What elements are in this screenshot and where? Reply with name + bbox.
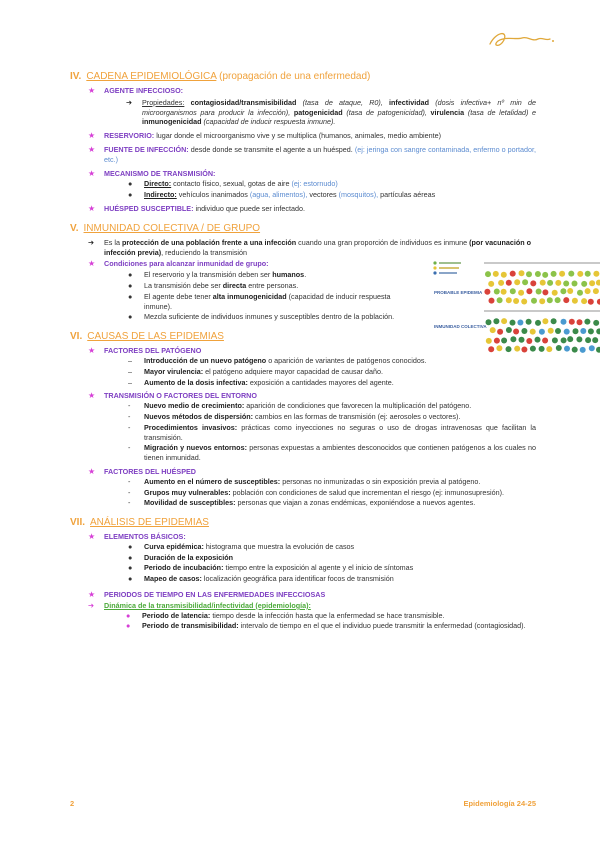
- figure-dot: [581, 281, 587, 287]
- figure-dot: [535, 336, 541, 342]
- star-icon: ★: [88, 168, 96, 178]
- figure-dot: [497, 329, 503, 335]
- figure-dot: [540, 279, 546, 285]
- figure-dot: [589, 345, 595, 351]
- figure-label-1: PROBABLE EPIDEMIA: [434, 289, 483, 295]
- figure-dot: [547, 280, 553, 286]
- figure-dot: [530, 328, 536, 334]
- figure-dot: [585, 270, 591, 276]
- list-item-elementos-basicos: ★ ELEMENTOS BÁSICOS: ● Curva epidémica: histograma que muestra la evolución de casos ● Duración de la exposición ● Periodo de incubación: tiempo entre la exposición al agente y el inicio de síntomas ● Mapeo de casos: localización geográfica para identificar focos de transmisión: [70, 532, 536, 584]
- herd-immunity-figure: [432, 260, 600, 354]
- figure-dot: [535, 320, 541, 326]
- figure-dot: [568, 270, 574, 276]
- section-title: VII. ANÁLISIS DE EPIDEMIAS: [70, 517, 209, 529]
- bullet-icon: ●: [128, 280, 133, 290]
- figure-dot: [501, 318, 507, 324]
- arrow-icon: ➔: [126, 97, 133, 107]
- list-item-mecanismo: ★ MECANISMO DE TRANSMISIÓN: ● Directo: contacto físico, sexual, gotas de aire (ej: estornudo) ● Indirecto: vehículos inanimados (agua, alimentos), vectores (mosquitos), partículas aéreas: [70, 169, 536, 200]
- figure-dot: [530, 280, 536, 286]
- list-item: - Grupos muy vulnerables: población con condiciones de salud que incrementan el riesgo (ej: inmunosupresión).: [128, 487, 504, 497]
- figure-dot: [561, 337, 567, 343]
- figure-dot: [539, 346, 545, 352]
- figure-dot: [539, 298, 545, 304]
- figure-dot: [513, 328, 519, 334]
- figure-dot: [493, 318, 499, 324]
- figure-dot: [592, 337, 598, 343]
- figure-dot: [581, 298, 587, 304]
- list-item: ● Duración de la exposición: [128, 552, 234, 562]
- list-item: ● Periodo de incubación: tiempo entre la exposición al agente y el inicio de síntomas: [128, 563, 414, 573]
- list-item-agente: ★ AGENTE INFECCIOSO: ➔ Propiedades: contagiosidad/transmisibilidad (tasa de ataque, R0), infectividad (dosis infectiva+ nº min de microorganismos para producir la infección), patogenicidad (tasa de patogenicidad), virulencia (tasa de letalidad) e inmunogenicidad (capacidad de inducir respuesta inmune).: [88, 86, 537, 127]
- list-item-factores-entorno: ★ TRANSMISIÓN O FACTORES DEL ENTORNO - Nuevo medio de crecimiento: aparición de condiciones que favorecen la multiplicación del patógeno. - Nuevos métodos de dispersión: cambios en las formas de transmisión (ej: aerosoles o vectores). - Procedimientos invasivos: prácticas como inyecciones no seguras o uso de drogas intravenosas que facilitan la transmisión. - Migración y nuevos entornos: personas expuestas a ambientes desconocidos que contienen patógenos a los cuales no tienen inmunidad.: [88, 391, 537, 463]
- list-item-huesped: ★ HUÉSPED SUSCEPTIBLE: individuo que puede ser infectado.: [88, 203, 305, 213]
- figure-dot: [573, 328, 579, 334]
- bullet-icon: ●: [128, 574, 133, 584]
- bullet-icon: ●: [128, 270, 133, 280]
- figure-dot: [572, 280, 578, 286]
- figure-dot: [560, 288, 566, 294]
- list-item-propiedades: ➔ Propiedades: contagiosidad/transmisibilidad (tasa de ataque, R0), infectividad (dosis infectiva+ nº min de microorganismos para producir la infección), patogenicidad (tasa de patogenicidad), virulencia (tasa de letalidad) e inmunogenicidad (capacidad de inducir respuesta inmune).: [126, 97, 537, 127]
- figure-dot: [588, 299, 594, 305]
- figure-dot: [546, 346, 552, 352]
- figure-dot: [555, 297, 561, 303]
- figure-dot: [510, 270, 516, 276]
- figure-dot: [494, 288, 500, 294]
- figure-dot: [526, 318, 532, 324]
- figure-dot: [486, 338, 492, 344]
- list-item: – Introducción de un nuevo patógeno o aparición de variantes de patógenos conocidos.: [128, 355, 427, 365]
- list-item: - Movilidad de susceptibles: personas que viajan a zonas endémicas, exponiéndose a nuevos agentes.: [128, 498, 476, 508]
- list-item: ● Mapeo de casos: localización geográfica para identificar focos de transmisión: [128, 574, 394, 584]
- star-icon: ★: [88, 532, 96, 542]
- bullet-icon: ●: [128, 190, 133, 200]
- figure-dot: [542, 318, 548, 324]
- figure-dot: [542, 337, 548, 343]
- figure-dot: [486, 319, 492, 325]
- star-icon: ★: [88, 131, 96, 141]
- figure-dot: [517, 319, 523, 325]
- figure-dot: [584, 318, 590, 324]
- list-item-cond-2: ● La transmisión debe ser directa entre personas.: [128, 280, 299, 290]
- figure-dot: [585, 337, 591, 343]
- figure-dot: [588, 328, 594, 334]
- figure-dot: [564, 328, 570, 334]
- figure-label-2: INMUNIDAD COLECTIVA: [434, 323, 487, 329]
- star-icon: ★: [88, 346, 96, 356]
- figure-dot: [577, 319, 583, 325]
- figure-dot: [506, 297, 512, 303]
- list-item: - Aumento en el número de susceptibles: personas no inmunizadas o sin exposición previa al patógeno.: [128, 476, 481, 486]
- figure-dot: [501, 288, 507, 294]
- figure-dot: [518, 289, 524, 295]
- list-item-factores-huesped: ★ FACTORES DEL HUÉSPED - Aumento en el número de susceptibles: personas no inmunizadas o sin exposición previa al patógeno. - Grupos muy vulnerables: población con condiciones de salud que incrementan el riesgo (ej: inmunosupresión). - Movilidad de susceptibles: personas que viajan a zonas endémicas, exponiéndose a nuevos agentes.: [70, 467, 536, 508]
- star-icon: ★: [88, 590, 96, 600]
- figure-dot: [567, 336, 573, 342]
- list-item: – Aumento de la dosis infectiva: exposición a cantidades mayores del agente.: [128, 377, 394, 387]
- figure-dot: [506, 327, 512, 333]
- figure-dot: [501, 272, 507, 278]
- figure-dot: [552, 289, 558, 295]
- figure-dot: [547, 297, 553, 303]
- list-item-condiciones: ★ Condiciones para alcanzar inmunidad de grupo: ● El reservorio y la transmisión deben ser humanos. ● La transmisión debe ser directa entre personas. ● El agente debe tener alta inmunogenicidad (capacidad de inducir respuesta inmune). ● Mezcla suficiente de individuos inmunes y susceptibles dentro de la población.: [70, 259, 404, 322]
- star-icon: ★: [88, 144, 96, 154]
- figure-dot: [576, 336, 582, 342]
- figure-dot: [542, 289, 548, 295]
- figure-dot: [567, 288, 573, 294]
- figure-dot: [593, 288, 599, 294]
- figure-dot: [556, 345, 562, 351]
- list-item: ● Periodo de transmisibilidad: intervalo de tiempo en el que el individuo puede transmitir la enfermedad (contagiosidad).: [126, 621, 526, 631]
- figure-dot: [539, 329, 545, 335]
- section-analisis-epidemias: [70, 516, 536, 631]
- figure-dot: [489, 297, 495, 303]
- list-item-cond-1: ● El reservorio y la transmisión deben ser humanos.: [128, 270, 307, 280]
- list-item: ● Curva epidémica: histograma que muestra la evolución de casos: [128, 541, 355, 551]
- list-item-directo: ● Directo: contacto físico, sexual, gotas de aire (ej: estornudo): [128, 179, 338, 189]
- figure-dot: [563, 297, 569, 303]
- figure-dot: [563, 280, 569, 286]
- figure-dot: [493, 271, 499, 277]
- figure-dot: [488, 281, 494, 287]
- bullet-icon: ●: [128, 563, 133, 573]
- figure-dot: [572, 346, 578, 352]
- figure-dot: [494, 337, 500, 343]
- list-item-reservorio: ★ RESERVORIO: lugar donde el microorganismo vive y se multiplica (humanos, animales, medio ambiente): [88, 131, 442, 141]
- figure-dot: [510, 288, 516, 294]
- figure-dot: [542, 272, 548, 278]
- star-icon: ★: [88, 259, 96, 269]
- list-item-cond-3: ● El agente debe tener alta inmunogenicidad (capacidad de inducir respuesta inmune).: [128, 291, 391, 311]
- figure-dot: [519, 270, 525, 276]
- figure-dot: [526, 338, 532, 344]
- signature-icon: [486, 26, 556, 52]
- bullet-icon: ●: [128, 312, 133, 322]
- figure-dot: [569, 319, 575, 325]
- list-item-fuente: ★ FUENTE DE INFECCIÓN: desde donde se transmite el agente a un huésped. (ej: jeringa con sangre contaminada, enfermo o portador, etc.): [88, 144, 537, 164]
- arrow-icon: ➔: [88, 237, 95, 247]
- figure-dot: [514, 279, 520, 285]
- figure-dot: [484, 289, 490, 295]
- arrow-icon: ➔: [88, 600, 95, 610]
- figure-dot: [526, 288, 532, 294]
- figure-dot: [497, 297, 503, 303]
- figure-dot: [521, 298, 527, 304]
- figure-dot: [521, 328, 527, 334]
- section-title: VI. CAUSAS DE LAS EPIDEMIAS: [70, 331, 224, 343]
- section-cadena-epidemiologica: [70, 70, 536, 214]
- figure-dot: [564, 345, 570, 351]
- figure-dot: [513, 298, 519, 304]
- star-icon: ★: [88, 391, 96, 401]
- figure-dot: [506, 280, 512, 286]
- list-item-factores-patogeno: ★ FACTORES DEL PATÓGENO – Introducción de un nuevo patógeno o aparición de variantes de patógenos conocidos. – Mayor virulencia: el patógeno adquiere mayor capacidad de causar daño. – Aumento de la dosis infectiva: exposición a cantidades mayores del agente.: [70, 346, 536, 387]
- figure-dot: [577, 289, 583, 295]
- star-icon: ★: [88, 466, 96, 476]
- figure-dot: [501, 337, 507, 343]
- star-icon: ★: [88, 203, 96, 213]
- page-number: 2: [70, 799, 75, 808]
- list-item-cond-4: ● Mezcla suficiente de individuos inmunes y susceptibles dentro de la población.: [128, 312, 395, 322]
- figure-dot: [561, 319, 567, 325]
- list-item-periodos: ★ PERIODOS DE TIEMPO EN LAS ENFERMEDADES INFECCIOSAS: [88, 590, 326, 600]
- figure-dot: [522, 279, 528, 285]
- list-item-definicion: ➔ Es la protección de una población frente a una infección cuando una gran proporción de individuos es inmune (por vacunación o infección previa), reduciendo la transmisión: [88, 237, 532, 257]
- figure-dot: [551, 318, 557, 324]
- list-item: - Nuevos métodos de dispersión: cambios en las formas de transmisión (ej: aerosoles o vectores).: [128, 411, 461, 421]
- figure-dot: [593, 270, 599, 276]
- figure-dot: [555, 280, 561, 286]
- list-item: – Mayor virulencia: el patógeno adquiere mayor capacidad de causar daño.: [128, 366, 383, 376]
- figure-dot: [555, 328, 561, 334]
- list-item: - Procedimientos invasivos: prácticas como inyecciones no seguras o uso de drogas intravenosas que facilitan la transmisión.: [128, 422, 537, 442]
- figure-dot: [526, 271, 532, 277]
- figure-dot: [593, 320, 599, 326]
- figure-dot: [510, 336, 516, 342]
- bullet-icon: ●: [128, 179, 133, 189]
- figure-dot: [490, 327, 496, 333]
- figure-dot: [535, 271, 541, 277]
- figure-dot: [580, 328, 586, 334]
- figure-dot: [498, 280, 504, 286]
- list-item: - Migración y nuevos entornos: personas expuestas a ambientes desconocidos que contienen patógenos a los cuales no tienen inmunidad.: [128, 443, 536, 463]
- section-causas-epidemias: [70, 330, 536, 508]
- figure-dot: [531, 297, 537, 303]
- section-inmunidad-colectiva: [70, 222, 536, 329]
- figure-dot: [589, 280, 595, 286]
- bullet-icon: ●: [128, 541, 133, 551]
- figure-dot: [552, 337, 558, 343]
- figure-dot: [559, 271, 565, 277]
- bullet-icon: ●: [126, 610, 131, 620]
- list-item: ● Periodo de latencia: tiempo desde la infección hasta que la enfermedad se hace transmisible.: [126, 610, 445, 620]
- figure-dot: [510, 319, 516, 325]
- figure-dot: [548, 327, 554, 333]
- list-item: - Nuevo medio de crecimiento: aparición de condiciones que favorecen la multiplicación del patógeno.: [128, 401, 472, 411]
- figure-dot: [485, 271, 491, 277]
- figure-dot: [551, 271, 557, 277]
- bullet-icon: ●: [128, 552, 133, 562]
- bullet-icon: ●: [128, 291, 133, 301]
- figure-dot: [519, 337, 525, 343]
- footer-title: Epidemiología 24-25: [463, 799, 536, 808]
- list-item-dinamica: ➔ Dinámica de la transmisibilidad/infectividad (epidemiología): ● Periodo de latencia: tiempo desde la infección hasta que la enfermedad se hace transmisible. ● Periodo de transmisibilidad: intervalo de tiempo en el que el individuo puede transmitir la enfermedad (contagiosidad).: [88, 601, 536, 631]
- section-title: V. INMUNIDAD COLECTIVA / DE GRUPO: [70, 222, 261, 234]
- figure-dot: [577, 271, 583, 277]
- section-title: IV. CADENA EPIDEMIOLÓGICA (propagación de una enfermedad): [70, 71, 371, 82]
- figure-dot: [585, 288, 591, 294]
- figure-dot: [536, 288, 542, 294]
- star-icon: ★: [88, 86, 96, 95]
- list-item-indirecto: ● Indirecto: vehículos inanimados (agua, alimentos), vectores (mosquitos), partículas aéreas: [128, 190, 436, 200]
- figure-dot: [580, 347, 586, 353]
- bullet-icon: ●: [126, 621, 131, 631]
- figure-dot: [572, 298, 578, 304]
